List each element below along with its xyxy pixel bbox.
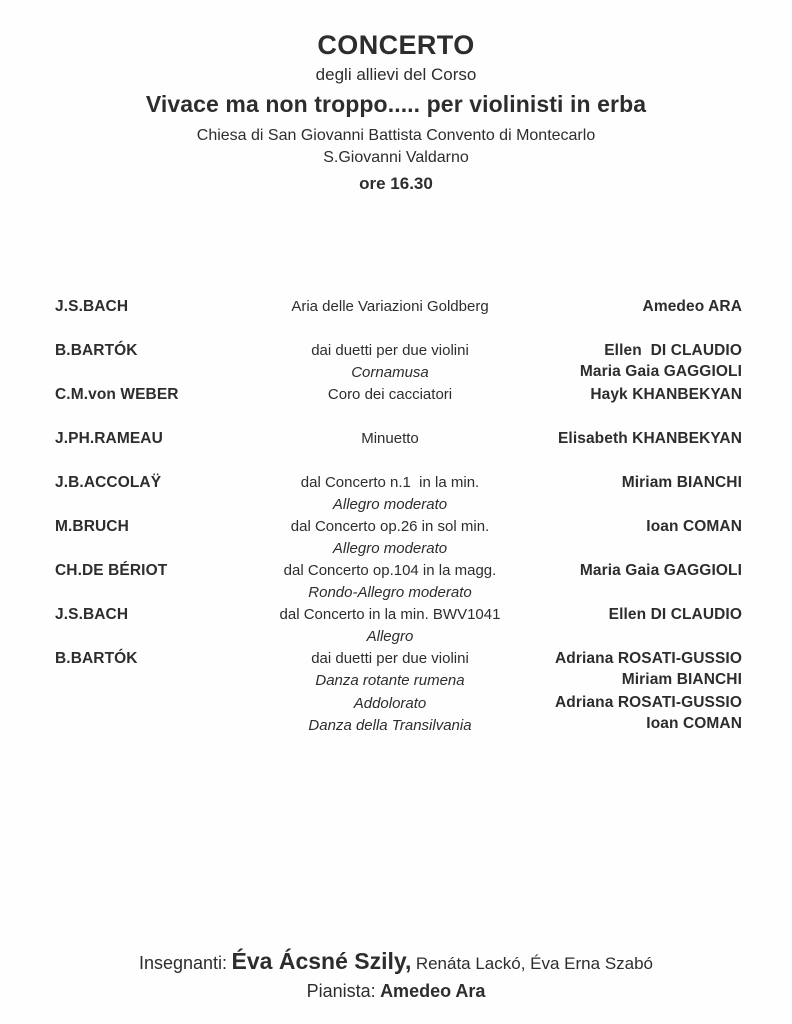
teacher-main-name: Éva Ácsné Szily,	[231, 948, 412, 975]
composer-name: J.PH.RAMEAU	[55, 430, 163, 447]
composer-name: J.S.BACH	[55, 606, 129, 623]
performer-name: Elisabeth KHANBEKYAN	[557, 430, 742, 447]
program-row	[0, 516, 792, 557]
start-time: ore 16.30	[359, 173, 433, 193]
work-title: dal Concerto op.104 in la magg.	[283, 562, 497, 579]
composer-name: B.BARTÓK	[55, 650, 138, 667]
performer-cell	[442, 560, 742, 581]
pianist-line	[0, 980, 792, 1004]
work-title: dal Concerto in la min. BWV1041	[279, 606, 501, 623]
pianist-label: Pianista:	[306, 981, 376, 1002]
program-row	[0, 384, 792, 406]
performer-name: Adriana ROSATI-GUSSIO	[555, 650, 742, 667]
performer-name: Miriam BIANCHI	[621, 474, 742, 491]
header-subtitle: degli allievi del Corso	[315, 65, 477, 85]
composer-name: C.M.von WEBER	[55, 386, 179, 403]
venue-line-2: S.Giovanni Valdarno	[323, 148, 469, 166]
work-title: dai duetti per due violini	[311, 342, 469, 359]
work-title: Minuetto	[361, 430, 419, 447]
work-title: dal Concerto op.26 in sol min.	[290, 518, 490, 535]
pianist-name: Amedeo Ara	[380, 981, 486, 1002]
performer-cell	[442, 384, 742, 405]
program-list	[0, 296, 792, 736]
composer-name: M.BRUCH	[55, 518, 129, 535]
program-row	[0, 428, 792, 450]
performer-name: Maria Gaia GAGGIOLI	[579, 562, 742, 579]
performer-cell	[442, 428, 742, 449]
program-row	[0, 340, 792, 381]
work-movement: Danza rotante rumena	[315, 672, 465, 689]
performer-name: Adriana ROSATI-GUSSIO	[555, 694, 742, 711]
work-movement-secondary: Danza della Transilvania	[308, 717, 472, 734]
program-row-continuation	[0, 692, 792, 734]
performer-cell	[442, 296, 742, 317]
work-movement: Allegro	[366, 628, 414, 645]
work-movement: Rondo-Allegro moderato	[308, 584, 472, 601]
performer-name: Amedeo ARA	[642, 298, 742, 315]
performer-name: Maria Gaia GAGGIOLI	[579, 363, 742, 380]
venue-line-1: Chiesa di San Giovanni Battista Convento di Montecarlo	[196, 127, 596, 145]
teachers-other-names: Renáta Lackó, Éva Erna Szabó	[415, 954, 654, 974]
work-movement: Cornamusa	[351, 364, 429, 381]
composer-name: B.BARTÓK	[55, 342, 138, 359]
course-name: Vivace ma non troppo..... per violinisti in erba	[145, 91, 647, 118]
program-header	[0, 30, 792, 195]
work-title: Aria delle Variazioni Goldberg	[291, 298, 489, 315]
page-title: CONCERTO	[317, 30, 475, 60]
work-title: dal Concerto n.1 in la min.	[300, 474, 480, 491]
performer-name: Ioan COMAN	[646, 715, 742, 732]
composer-name: J.S.BACH	[55, 298, 129, 315]
performer-cell	[442, 648, 742, 690]
performer-name: Ioan COMAN	[646, 518, 742, 535]
performer-cell	[442, 340, 742, 382]
program-footer	[0, 947, 792, 1004]
work-title: dai duetti per due violini	[311, 650, 469, 667]
work-movement: Allegro moderato	[332, 540, 448, 557]
performer-name: Miriam BIANCHI	[621, 671, 742, 688]
composer-name: CH.DE BÉRIOT	[55, 562, 168, 579]
performer-cell	[442, 516, 742, 537]
program-row	[0, 648, 792, 689]
work-title: Coro dei cacciatori	[327, 386, 453, 403]
program-row	[0, 560, 792, 601]
program-row	[0, 604, 792, 645]
performer-name: Hayk KHANBEKYAN	[590, 386, 742, 403]
teachers-line	[0, 947, 792, 977]
performer-name: Ellen DI CLAUDIO	[604, 342, 742, 359]
performer-name: Ellen DI CLAUDIO	[608, 606, 742, 623]
composer-name: J.B.ACCOLAŸ	[55, 474, 162, 491]
teachers-label: Insegnanti:	[138, 953, 228, 974]
work-movement: Allegro moderato	[332, 496, 448, 513]
program-row	[0, 296, 792, 318]
work-movement: Addolorato	[353, 695, 427, 712]
program-row	[0, 472, 792, 513]
performer-cell	[442, 604, 742, 625]
performer-cell	[442, 472, 742, 493]
performer-cell	[442, 692, 742, 734]
